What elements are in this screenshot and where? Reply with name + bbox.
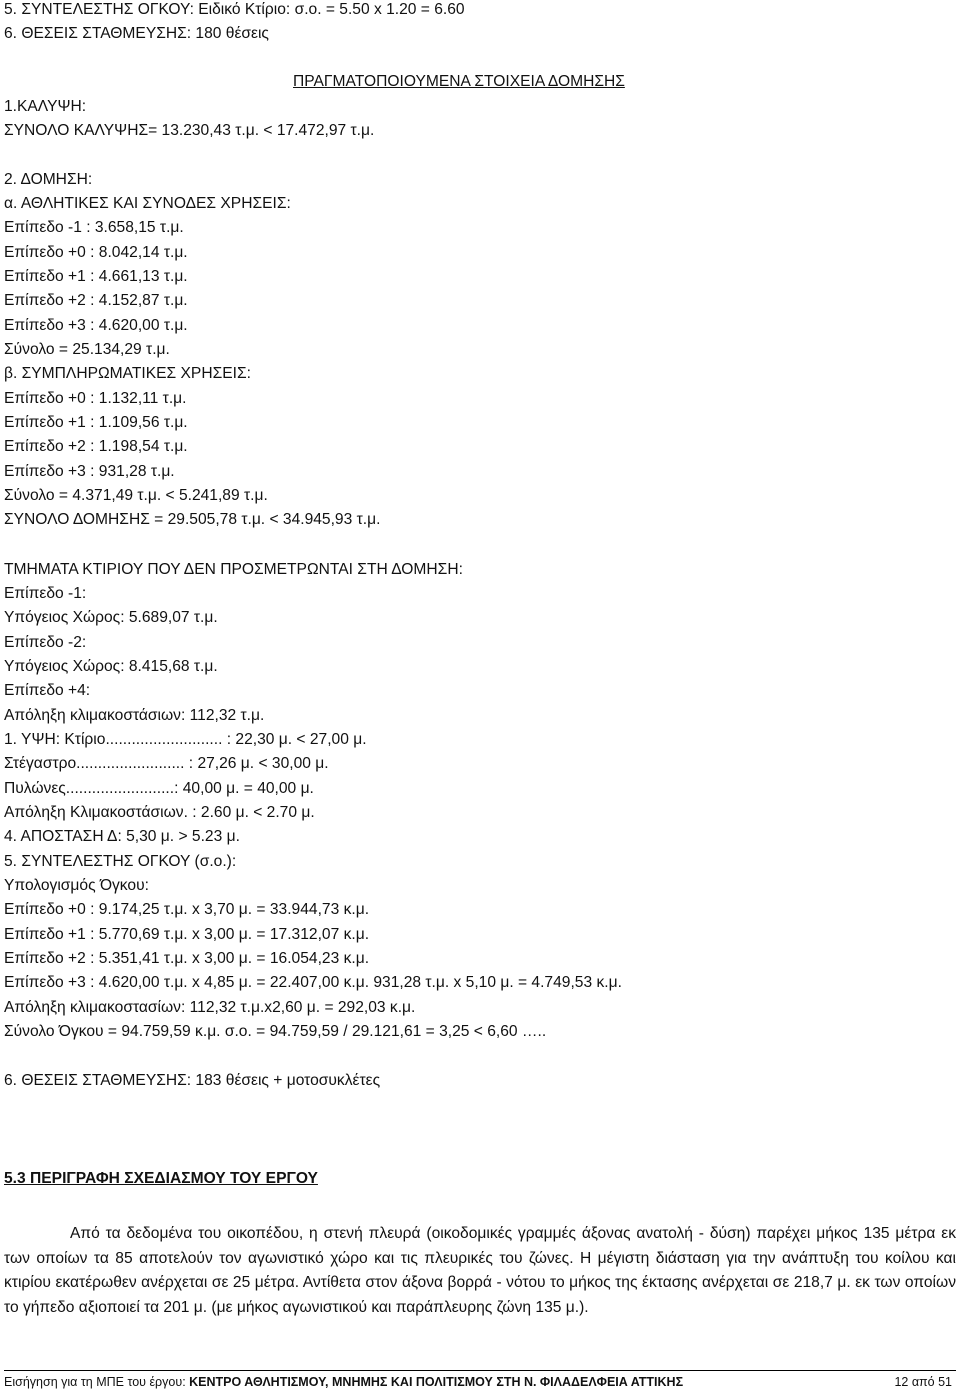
unmeasured-line: Υπόγειος Χώρος: 8.415,68 τ.μ.: [4, 658, 218, 675]
building-line: β. ΣΥΜΠΛΗΡΩΜΑΤΙΚΕΣ ΧΡΗΣΕΙΣ:: [4, 365, 251, 382]
building-line: Σύνολο = 4.371,49 τ.μ. < 5.241,89 τ.μ.: [4, 487, 268, 504]
unmeasured-line: Απόληξη Κλιμακοστάσιων. : 2.60 μ. < 2.70 μ.: [4, 804, 315, 821]
building-line: Επίπεδο +1 : 1.109,56 τ.μ.: [4, 414, 188, 431]
unmeasured-line: Σύνολο Όγκου = 94.759,59 κ.μ. σ.ο. = 94.759,59 / 29.121,61 = 3,25 < 6,60 …..: [4, 1023, 547, 1040]
unmeasured-line: Επίπεδο +1 : 5.770,69 τ.μ. x 3,00 μ. = 17.312,07 κ.μ.: [4, 926, 370, 943]
footer-text: [4, 1373, 683, 1391]
unmeasured-line: ΤΜΗΜΑΤΑ ΚΤΙΡΙΟΥ ΠΟΥ ΔΕΝ ΠΡΟΣΜΕΤΡΩΝΤΑΙ ΣΤΗ ΔΟΜΗΣΗ:: [4, 561, 463, 578]
parking-line: 6. ΘΕΣΕΙΣ ΣΤΑΘΜΕΥΣΗΣ: 183 θέσεις + μοτοσυκλέτες: [4, 1072, 381, 1089]
unmeasured-line: 5. ΣΥΝΤΕΛΕΣΤΗΣ ΟΓΚΟΥ (σ.ο.):: [4, 853, 237, 870]
section-53-title: 5.3 ΠΕΡΙΓΡΑΦΗ ΣΧΕΔΙΑΣΜΟΥ ΤΟΥ ΕΡΓΟΥ: [4, 1170, 318, 1187]
building-line: Επίπεδο +3 : 931,28 τ.μ.: [4, 463, 175, 480]
coverage-line: ΣΥΝΟΛΟ ΚΑΛΥΨΗΣ= 13.230,43 τ.μ. < 17.472,97 τ.μ.: [4, 122, 375, 139]
unmeasured-line: Επίπεδο +2 : 5.351,41 τ.μ. x 3,00 μ. = 16.054,23 κ.μ.: [4, 950, 370, 967]
unmeasured-line: Επίπεδο +0 : 9.174,25 τ.μ. x 3,70 μ. = 33.944,73 κ.μ.: [4, 901, 370, 918]
building-line: Επίπεδο +2 : 4.152,87 τ.μ.: [4, 292, 188, 309]
building-line: α. ΑΘΛΗΤΙΚΕΣ ΚΑΙ ΣΥΝΟΔΕΣ ΧΡΗΣΕΙΣ:: [4, 195, 291, 212]
unmeasured-line: Υπόγειος Χώρος: 5.689,07 τ.μ.: [4, 609, 218, 626]
section-heading: ΠΡΑΓΜΑΤΟΠΟΙΟΥΜΕΝΑ ΣΤΟΙΧΕΙΑ ΔΟΜΗΣΗΣ: [293, 73, 625, 90]
building-line: Επίπεδο +3 : 4.620,00 τ.μ.: [4, 317, 188, 334]
unmeasured-line: Πυλώνες.........................: 40,00 μ. = 40,00 μ.: [4, 780, 314, 797]
unmeasured-line: Επίπεδο +3 : 4.620,00 τ.μ. x 4,85 μ. = 22.407,00 κ.μ. 931,28 τ.μ. x 5,10 μ. = 4.749,53 κ.μ.: [4, 974, 622, 991]
top-line: 6. ΘΕΣΕΙΣ ΣΤΑΘΜΕΥΣΗΣ: 180 θέσεις: [4, 25, 269, 42]
unmeasured-line: Υπολογισμός Όγκου:: [4, 877, 149, 894]
building-line: 2. ΔΟΜΗΣΗ:: [4, 171, 93, 188]
unmeasured-line: Επίπεδο -1:: [4, 585, 87, 602]
page-footer: [4, 1370, 956, 1391]
unmeasured-line: Στέγαστρο......................... : 27,26 μ. < 30,00 μ.: [4, 755, 329, 772]
building-line: Επίπεδο +0 : 1.132,11 τ.μ.: [4, 390, 187, 407]
building-line: Επίπεδο +2 : 1.198,54 τ.μ.: [4, 438, 188, 455]
description-paragraph: [4, 1222, 956, 1320]
unmeasured-line: Επίπεδο -2:: [4, 634, 87, 651]
unmeasured-line: Επίπεδο +4:: [4, 682, 91, 699]
building-line: Σύνολο = 25.134,29 τ.μ.: [4, 341, 170, 358]
paragraph-text: Από τα δεδομένα του οικοπέδου, η στενή πλευρά (οικοδομικές γραμμές άξονας ανατολή - δύση) παρέχει μήκος 135 μέτρα εκ των οποίων τα 85 αποτελούν τον αγωνιστικό χώρο και τις πλευρικές του ζώνες. Η μέγιστη διάσταση για την ανάπτυξη του κοίλου και κτιρίου εκατέρωθεν ανέρχεται σε 25 μέτρα. Αντίθετα στον άξονα βορρά - νότου το μήκος της έκτασης ανέρχεται σε 218,7 μ. εκ των οποίων το γήπεδο αξιοποιεί τα 201 μ. (με μήκος αγωνιστικού και παράπλευρης ζώνη 135 μ.).: [4, 1225, 956, 1316]
unmeasured-line: Απόληξη κλιμακοστασίων: 112,32 τ.μ.x2,60 μ. = 292,03 κ.μ.: [4, 999, 416, 1016]
unmeasured-line: 1. ΥΨΗ: Κτίριο........................... : 22,30 μ. < 27,00 μ.: [4, 731, 367, 748]
footer-project-title: ΚΕΝΤΡΟ ΑΘΛΗΤΙΣΜΟΥ, ΜΝΗΜΗΣ ΚΑΙ ΠΟΛΙΤΙΣΜΟΥ ΣΤΗ Ν. ΦΙΛΑΔΕΛΦΕΙΑ ΑΤΤΙΚΗΣ: [189, 1375, 684, 1389]
building-line: Επίπεδο +1 : 4.661,13 τ.μ.: [4, 268, 188, 285]
building-line: Επίπεδο -1 : 3.658,15 τ.μ.: [4, 219, 184, 236]
page-number: 12 από 51: [894, 1375, 952, 1389]
unmeasured-line: Απόληξη κλιμακοστάσιων: 112,32 τ.μ.: [4, 707, 265, 724]
building-line: ΣΥΝΟΛΟ ΔΟΜΗΣΗΣ = 29.505,78 τ.μ. < 34.945,93 τ.μ.: [4, 511, 381, 528]
footer-prefix: Εισήγηση για τη ΜΠΕ του έργου:: [4, 1375, 190, 1389]
unmeasured-line: 4. ΑΠΟΣΤΑΣΗ Δ: 5,30 μ. > 5.23 μ.: [4, 828, 240, 845]
building-line: Επίπεδο +0 : 8.042,14 τ.μ.: [4, 244, 188, 261]
coverage-line: 1.ΚΑΛΥΨΗ:: [4, 98, 87, 115]
top-line: 5. ΣΥΝΤΕΛΕΣΤΗΣ ΟΓΚΟΥ: Ειδικό Κτίριο: σ.ο. = 5.50 x 1.20 = 6.60: [4, 1, 465, 18]
